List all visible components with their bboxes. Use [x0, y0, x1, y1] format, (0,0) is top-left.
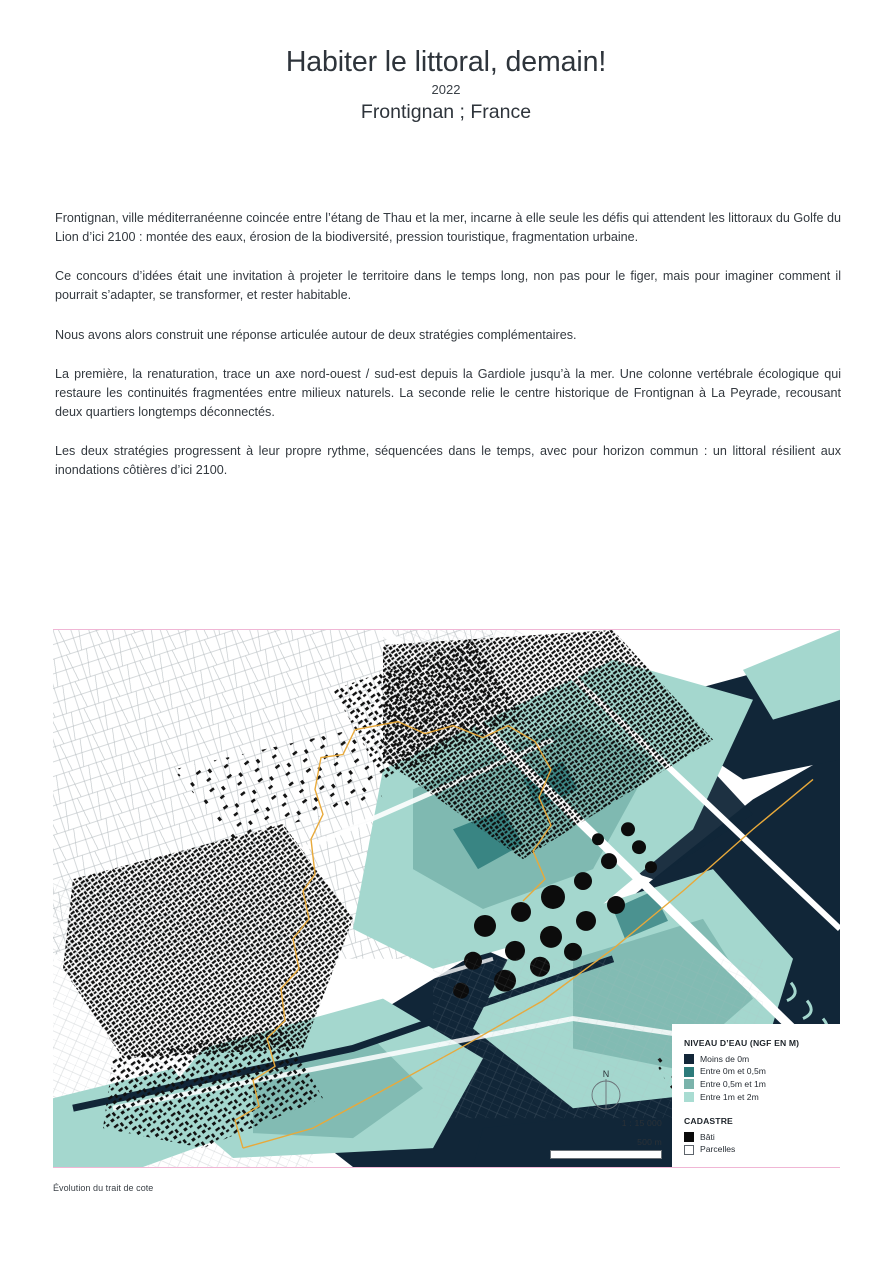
figure-caption: Évolution du trait de cote: [53, 1183, 154, 1193]
legend-label-05m-1m: Entre 0,5m et 1m: [700, 1079, 766, 1090]
map-frame: [53, 629, 840, 1168]
legend-swatch-parcelles: [684, 1145, 694, 1155]
legend-item-cadastre-0: [684, 1132, 832, 1143]
legend-label-bati: Bâti: [700, 1131, 715, 1142]
project-description: [55, 209, 841, 480]
paragraph-5: Les deux stratégies progressent à leur propre rythme, séquencées dans le temps, avec pour horizon commun : un littoral résilient aux inondations côtières d’ici 2100.: [55, 444, 841, 478]
paragraph-4: La première, la renaturation, trace un axe nord-ouest / sud-est depuis la Gardiole jusqu’à la mer. Une colonne vertébrale écologique qui restaure les continuités fragmentées entre milieux naturels. La seconde relie le centre historique de Frontignan à La Peyrade, recousant deux quartiers longtemps déconnectés.: [55, 366, 841, 419]
legend-swatch-moins-de-0m: [684, 1054, 694, 1064]
legend-title-water: NIVEAU D’EAU (NGF EN M): [684, 1037, 800, 1048]
map-scale-distance: 500 m: [637, 1137, 662, 1147]
legend-swatch-0m-05m: [684, 1067, 694, 1077]
map-scale-block: [550, 1068, 662, 1159]
paragraph-2: Ce concours d’idées était une invitation à projeter le territoire dans le temps long, non pas pour le figer, mais pour imaginer comment il pourrait s’adapter, se transformer, et rester habitable.: [55, 269, 841, 303]
legend-label-0m-05m: Entre 0m et 0,5m: [700, 1066, 766, 1077]
page-header: [0, 46, 892, 125]
paragraph-1: Frontignan, ville méditerranéenne coincée entre l’étang de Thau et la mer, incarne à elle seule les défis qui attendent les littoraux du Golfe du Lion d’ici 2100 : montée des eaux, érosion de la biodiversité, pression touristique, fragmentation urbaine.: [55, 211, 841, 245]
map-legend: [672, 1024, 840, 1167]
legend-label-1m-2m: Entre 1m et 2m: [700, 1091, 759, 1102]
legend-swatch-1m-2m: [684, 1092, 694, 1102]
legend-label-moins-de-0m: Moins de 0m: [700, 1053, 750, 1064]
page-title: Habiter le littoral, demain!: [285, 46, 607, 78]
compass-rose: [550, 1068, 662, 1114]
compass-icon: [583, 1068, 629, 1114]
legend-swatch-05m-1m: [684, 1079, 694, 1089]
paragraph-3: Nous avons alors construit une réponse articulée autour de deux stratégies complémentaires.: [55, 327, 577, 342]
legend-item-water-2: [684, 1079, 832, 1090]
legend-item-cadastre-1: [684, 1144, 832, 1155]
map-figure: [53, 629, 840, 1195]
compass-north-label: N: [602, 1069, 610, 1079]
project-year: 2022: [431, 82, 461, 98]
map-scale-bar: [550, 1150, 662, 1159]
legend-swatch-bati: [684, 1132, 694, 1142]
legend-item-water-3: [684, 1092, 832, 1103]
legend-title-cadastre: CADASTRE: [684, 1115, 733, 1126]
project-location: Frontignan ; France: [360, 100, 532, 123]
map-scale-ratio: 1 : 15 000: [621, 1118, 662, 1128]
legend-item-water-1: [684, 1066, 832, 1077]
legend-item-water-0: [684, 1054, 832, 1065]
legend-label-parcelles: Parcelles: [700, 1144, 736, 1155]
